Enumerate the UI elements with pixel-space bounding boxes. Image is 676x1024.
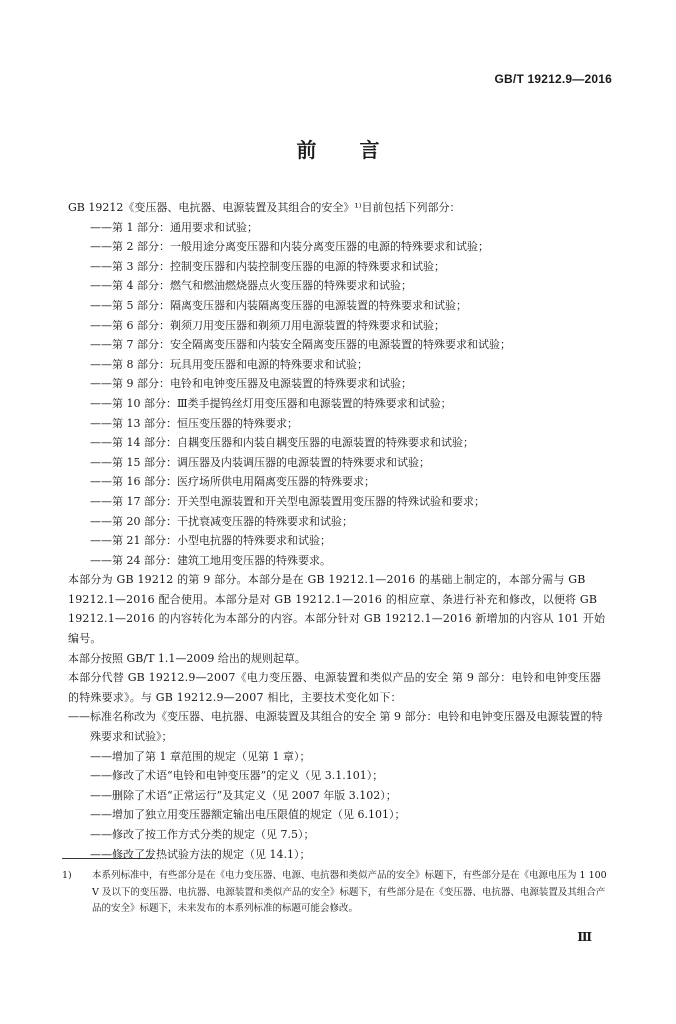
list-item: ——第 7 部分：安全隔离变压器和内装安全隔离变压器的电源装置的特殊要求和试验； [90,338,511,352]
footnote-text: 本系列标准中，有些部分是在《电力变压器、电源、电抗器和类似产品的安全》标题下，有些部分是在《电源电压为 1 100 V 及以下的变压器、电抗器、电源装置和类似产品的安全》标题下，有些部分是在《变压器、电抗器、电源装置及其组合产品的安全》标题下，未来发布的本系列标准的标题可能会修改。 [92,870,607,914]
list-item: ——第 16 部分：医疗场所供电用隔离变压器的特殊要求； [90,475,375,489]
list-item: ——第 17 部分：开关型电源装置和开关型电源装置用变压器的特殊试验和要求； [90,494,485,508]
paragraph-scope: 本部分为 GB 19212 的第 9 部分。本部分是在 GB 19212.1—2016 的基础上制定的，本部分需与 GB 19212.1—2016 配合使用。本部分是对 GB 19212.1—2016 的相应章、条进行补充和修改，以便将 GB 19212.1—2016 的内容转化为本部分的内容。本部分针对 GB 19212.1—2016 新增加的内容从 101 开始编号。 [68,573,606,646]
list-item: ——第 2 部分：一般用途分离变压器和内装分离变压器的电源的特殊要求和试验； [90,240,489,254]
standard-code: GB/T 19212.9—2016 [494,72,612,86]
list-item: ——增加了第 1 章范围的规定（见第 1 章）； [90,749,311,763]
intro-paragraph: GB 19212《变压器、电抗器、电源装置及其组合的安全》¹⁾目前包括下列部分： [68,201,461,214]
list-item: ——修改了按工作方式分类的规定（见 7.5）； [90,828,315,841]
list-item: ——第 1 部分：通用要求和试验； [90,220,258,234]
list-item: ——第 21 部分：小型电抗器的特殊要求和试验； [90,534,331,548]
list-item: ——第 4 部分：燃气和燃油燃烧器点火变压器的特殊要求和试验； [90,279,412,293]
list-item: ——增加了独立用变压器额定输出电压限值的规定（见 6.101）； [90,808,406,822]
list-item: ——第 14 部分：自耦变压器和内装自耦变压器的电源装置的特殊要求和试验； [90,436,474,450]
list-item: ——第 10 部分：Ⅲ类手提钨丝灯用变压器和电源装置的特殊要求和试验； [90,396,452,410]
footnote-mark: 1) [62,870,72,881]
list-item: ——第 6 部分：剃须刀用变压器和剃须刀用电源装置的特殊要求和试验； [90,318,445,332]
document-body [62,198,610,864]
footnote [62,868,610,918]
list-item: ——删除了术语“正常运行”及其定义（见 2007 年版 3.102）； [90,788,397,802]
list-item: ——修改了术语“电铃和电钟变压器”的定义（见 3.1.101）； [90,769,384,783]
list-item: ——第 3 部分：控制变压器和内装控制变压器的电源的特殊要求和试验； [90,259,445,273]
list-item: ——第 13 部分：恒压变压器的特殊要求； [90,416,298,430]
list-item: ——标准名称改为《变压器、电抗器、电源装置及其组合的安全 第 9 部分：电铃和电钟变压器及电源装置的特殊要求和试验》； [68,710,603,744]
list-item: ——第 9 部分：电铃和电钟变压器及电源装置的特殊要求和试验； [90,377,412,391]
page-title: 前 言 [296,138,398,162]
list-item: ——第 24 部分：建筑工地用变压器的特殊要求。 [90,553,331,567]
list-item: ——第 5 部分：隔离变压器和内装隔离变压器的电源装置的特殊要求和试验； [90,298,467,312]
paragraph-replacement: 本部分代替 GB 19212.9—2007《电力变压器、电源装置和类似产品的安全 第 9 部分：电铃和电钟变压器的特殊要求》。与 GB 19212.9—2007 相比，主要技术变化如下： [68,671,602,704]
list-item: ——修改了发热试验方法的规定（见 14.1）； [90,847,311,861]
list-item: ——第 20 部分：干扰衰减变压器的特殊要求和试验； [90,514,353,528]
page-number: Ⅲ [577,930,592,944]
list-item: ——第 15 部分：调压器及内装调压器的电源装置的特殊要求和试验； [90,455,430,469]
paragraph-drafting-rules: 本部分按照 GB/T 1.1—2009 给出的规则起草。 [68,651,306,665]
list-item: ——第 8 部分：玩具用变压器和电源的特殊要求和试验； [90,357,368,371]
footnote-divider [62,858,152,859]
